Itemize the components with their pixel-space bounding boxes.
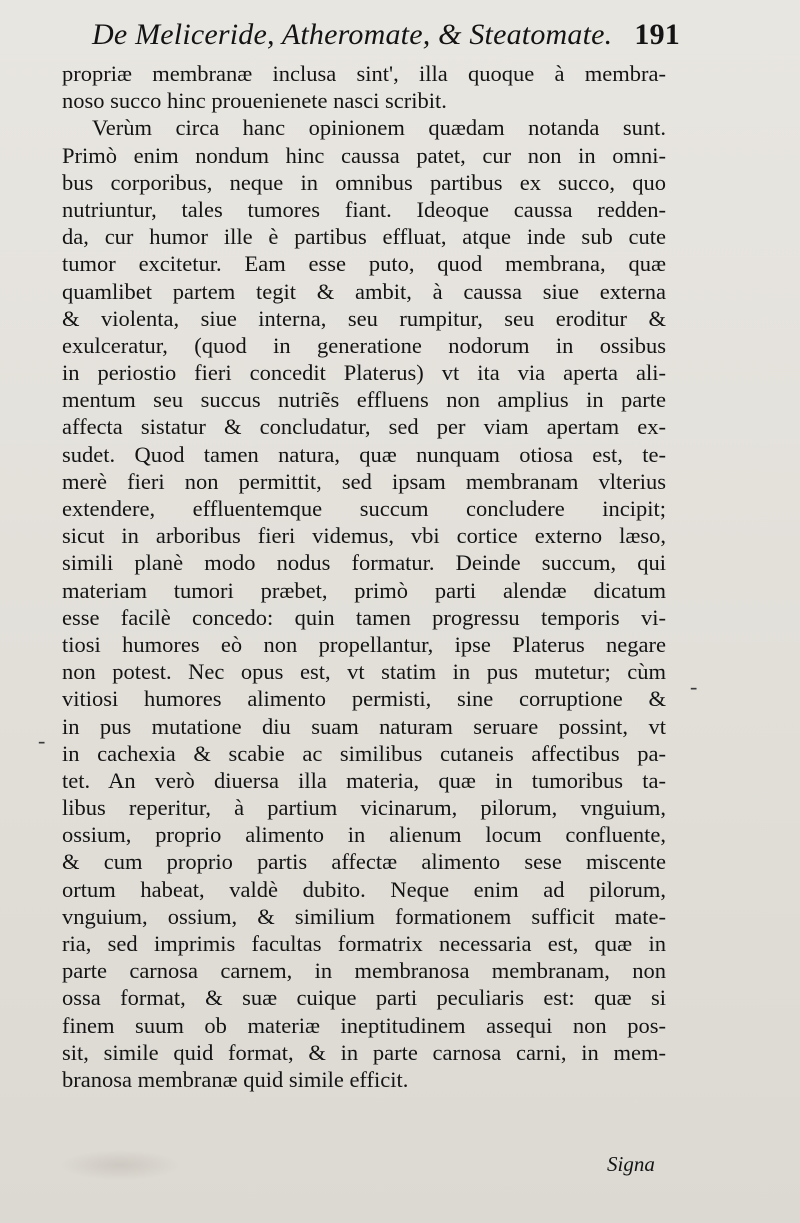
text-line: parte carnosa carnem, in membranosa membranam, non bbox=[62, 958, 666, 984]
text-line: ortum habeat, valdè dubito. Neque enim ad pilorum, bbox=[62, 876, 666, 902]
text-line: in pus mutatione diu suam naturam seruare possint, vt bbox=[62, 713, 666, 739]
text-line: extendere, effluentemque succum concludere incipit; bbox=[62, 496, 666, 521]
text-line: nutriuntur, tales tumores fiant. Ideoque caussa redden- bbox=[62, 196, 666, 222]
text-line: ossium, proprio alimento in alienum locum confluente, bbox=[62, 822, 666, 848]
text-line: noso succo hinc prouenienete nasci scribit. bbox=[62, 88, 447, 114]
ink-smudge bbox=[60, 1150, 180, 1180]
text-line: tumor excitetur. Eam esse puto, quod membrana, quæ bbox=[62, 251, 666, 277]
margin-mark-left: - bbox=[38, 728, 46, 753]
text-line: vitiosi humores alimento permisti, sine corruptione & bbox=[62, 686, 666, 712]
text-line: non potest. Nec opus est, vt statim in pus mutetur; cùm bbox=[62, 659, 666, 685]
text-line: & violenta, siue interna, seu rumpitur, seu eroditur & bbox=[62, 305, 666, 331]
text-line: esse facilè concedo: quin tamen progressu temporis vi- bbox=[62, 604, 666, 630]
margin-mark-right: - bbox=[690, 674, 698, 699]
text-line: affecta sistatur & concludatur, sed per viam apertam ex- bbox=[62, 414, 666, 440]
text-line: & cum proprio partis affectæ alimento sese miscente bbox=[62, 849, 666, 875]
text-line: libus reperitur, à partium vicinarum, pilorum, vnguium, bbox=[62, 795, 666, 821]
text-line: finem suum ob materiæ ineptitudinem assequi non pos- bbox=[62, 1012, 666, 1038]
running-header bbox=[92, 18, 680, 62]
text-line: simili planè modo nodus formatur. Deinde succum, qui bbox=[62, 550, 666, 576]
text-line: Verùm circa hanc opinionem quædam notanda sunt. bbox=[92, 115, 666, 141]
text-line: materiam tumori præbet, primò parti alendæ dicatum bbox=[62, 577, 666, 603]
text-line: in periostio fieri concedit Platerus) vt ita via aperta ali- bbox=[62, 360, 666, 386]
text-line: sicut in arboribus fieri videmus, vbi cortice externo læso, bbox=[62, 523, 666, 549]
text-line: vnguium, ossium, & similium formationem sufficit mate- bbox=[62, 903, 666, 929]
text-line: in cachexia & scabie ac similibus cutaneis affectibus pa- bbox=[62, 740, 666, 766]
text-line: mentum seu succus nutriẽs effluens non amplius in parte bbox=[62, 387, 666, 413]
running-title: De Meliceride, Atheromate, & Steatomate. bbox=[92, 18, 613, 51]
page-number: 191 bbox=[634, 18, 680, 51]
text-line: bus corporibus, neque in omnibus partibus ex succo, quo bbox=[62, 169, 666, 195]
text-line: exulceratur, (quod in generatione nodorum in ossibus bbox=[62, 332, 666, 358]
catchword: Signa bbox=[607, 1152, 655, 1176]
text-line: tiosi humores eò non propellantur, ipse Platerus negare bbox=[62, 631, 666, 657]
text-line: quamlibet partem tegit & ambit, à caussa siue externa bbox=[62, 278, 666, 304]
text-line: merè fieri non permittit, sed ipsam membranam vlterius bbox=[62, 468, 666, 494]
text-line: Primò enim nondum hinc caussa patet, cur non in omni- bbox=[62, 142, 666, 168]
text-line: da, cur humor ille è partibus effluat, atque inde sub cute bbox=[62, 224, 666, 250]
text-line: tet. An verò diuersa illa materia, quæ in tumoribus ta- bbox=[62, 767, 666, 793]
text-line: branosa membranæ quid simile efficit. bbox=[62, 1066, 409, 1092]
text-line: propriæ membranæ inclusa sint', illa quoque à membra- bbox=[62, 61, 666, 86]
text-line: sit, simile quid format, & in parte carnosa carni, in mem- bbox=[62, 1039, 666, 1065]
body-text bbox=[62, 60, 666, 1093]
text-line: sudet. Quod tamen natura, quæ nunquam otiosa est, te- bbox=[62, 441, 666, 467]
text-line: ria, sed imprimis facultas formatrix necessaria est, quæ in bbox=[62, 931, 666, 956]
text-line: ossa format, & suæ cuique parti peculiaris est: quæ si bbox=[62, 985, 666, 1011]
